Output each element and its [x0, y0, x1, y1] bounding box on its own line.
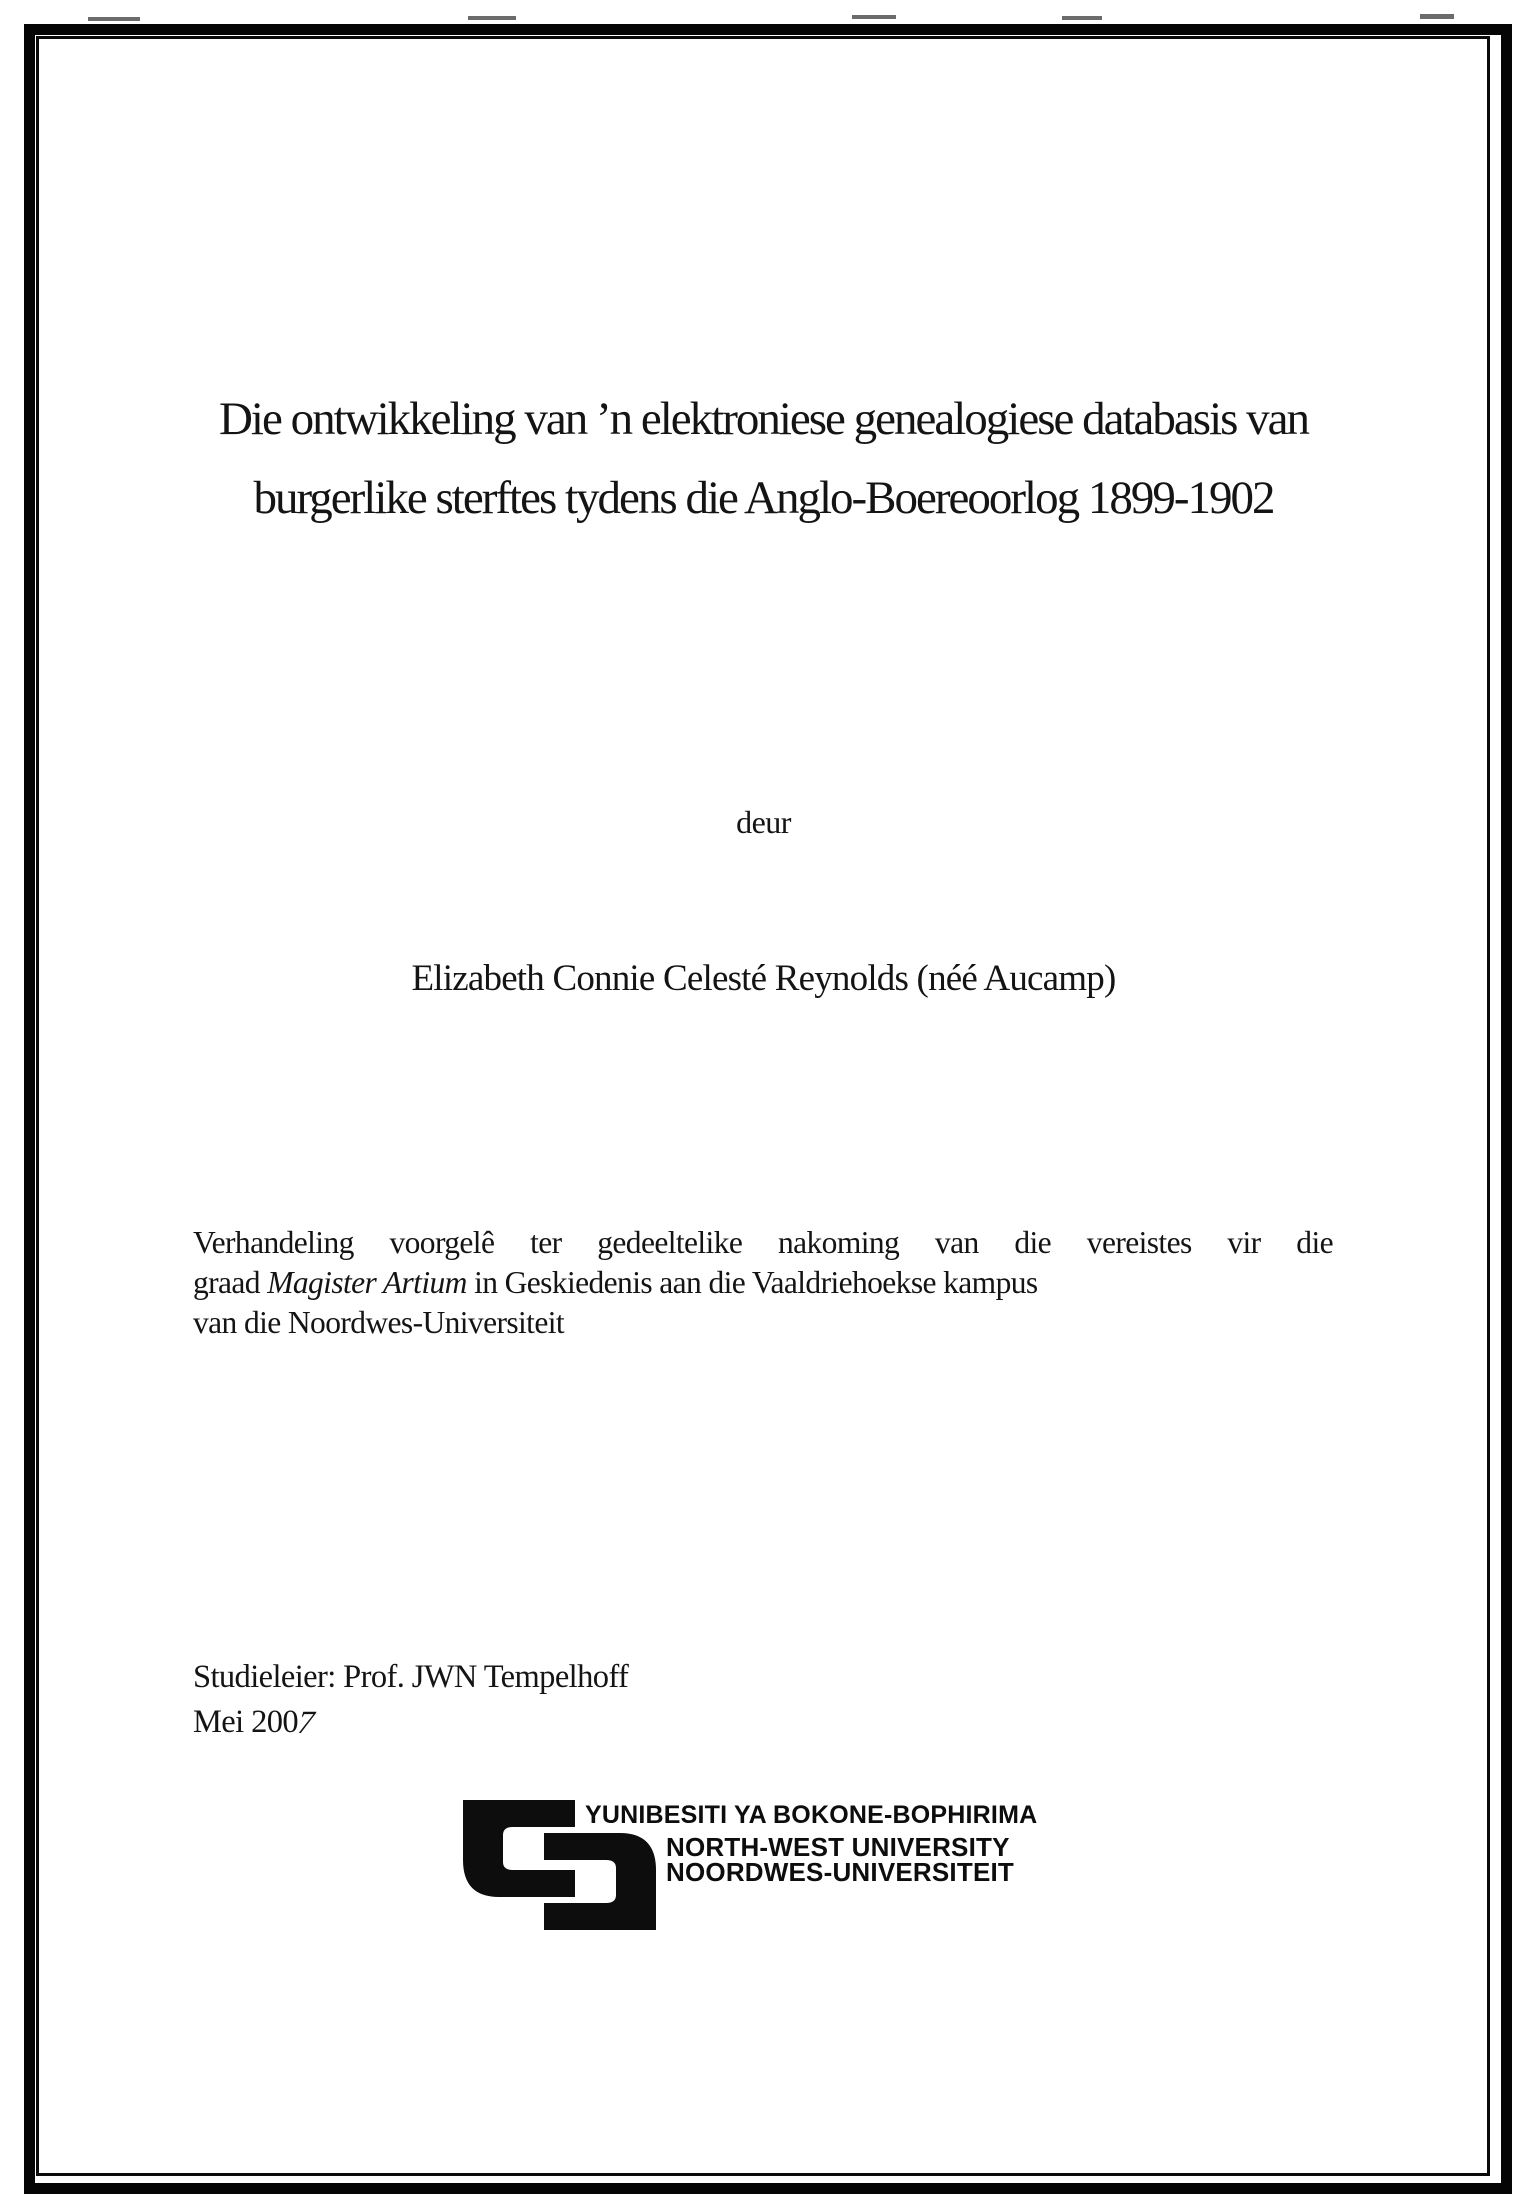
- supervisor-block: [193, 1655, 628, 1745]
- thesis-title-line-2: burgerlike sterftes tydens die Anglo-Boereoorlog 1899-1902: [253, 472, 1274, 524]
- declaration-line-2-suffix: in Geskiedenis aan die Vaaldriehoekse kampus: [466, 1265, 1038, 1300]
- date-prefix: Mei 200: [193, 1704, 299, 1740]
- byline-deur: deur: [736, 804, 791, 840]
- scan-artifact: [1062, 16, 1102, 20]
- nwu-logo-text-afrikaans: NOORDWES-UNIVERSITEIT: [666, 1857, 1014, 1887]
- scan-artifact: [1420, 14, 1454, 19]
- author-name: Elizabeth Connie Celesté Reynolds (néé Aucamp): [411, 958, 1116, 999]
- declaration-line-3: van die Noordwes-Universiteit: [193, 1305, 564, 1340]
- declaration-line-2-prefix: graad: [193, 1265, 268, 1300]
- date-line: [193, 1700, 628, 1745]
- thesis-title-line-1: Die ontwikkeling van ’n elektroniese genealogiese databasis van: [218, 393, 1309, 445]
- nwu-logo-text-setswana: YUNIBESITI YA BOKONE-BOPHIRIMA: [585, 1801, 1038, 1829]
- declaration-line-1: Verhandeling voorgelê ter gedeeltelike nakoming van die vereistes vir die: [193, 1225, 1333, 1260]
- supervisor-line: Studieleier: Prof. JWN Tempelhoff: [193, 1659, 629, 1695]
- date-last-digit: 7: [292, 1705, 319, 1741]
- nwu-logo-text-english: NORTH-WEST UNIVERSITY: [666, 1832, 1010, 1862]
- scan-artifact: [468, 16, 516, 20]
- scan-artifact: [852, 15, 896, 19]
- degree-name-italic: Magister Artium: [267, 1265, 467, 1300]
- scan-artifact: [88, 17, 140, 21]
- declaration-line-2: [193, 1263, 1333, 1303]
- degree-declaration: [193, 1223, 1333, 1343]
